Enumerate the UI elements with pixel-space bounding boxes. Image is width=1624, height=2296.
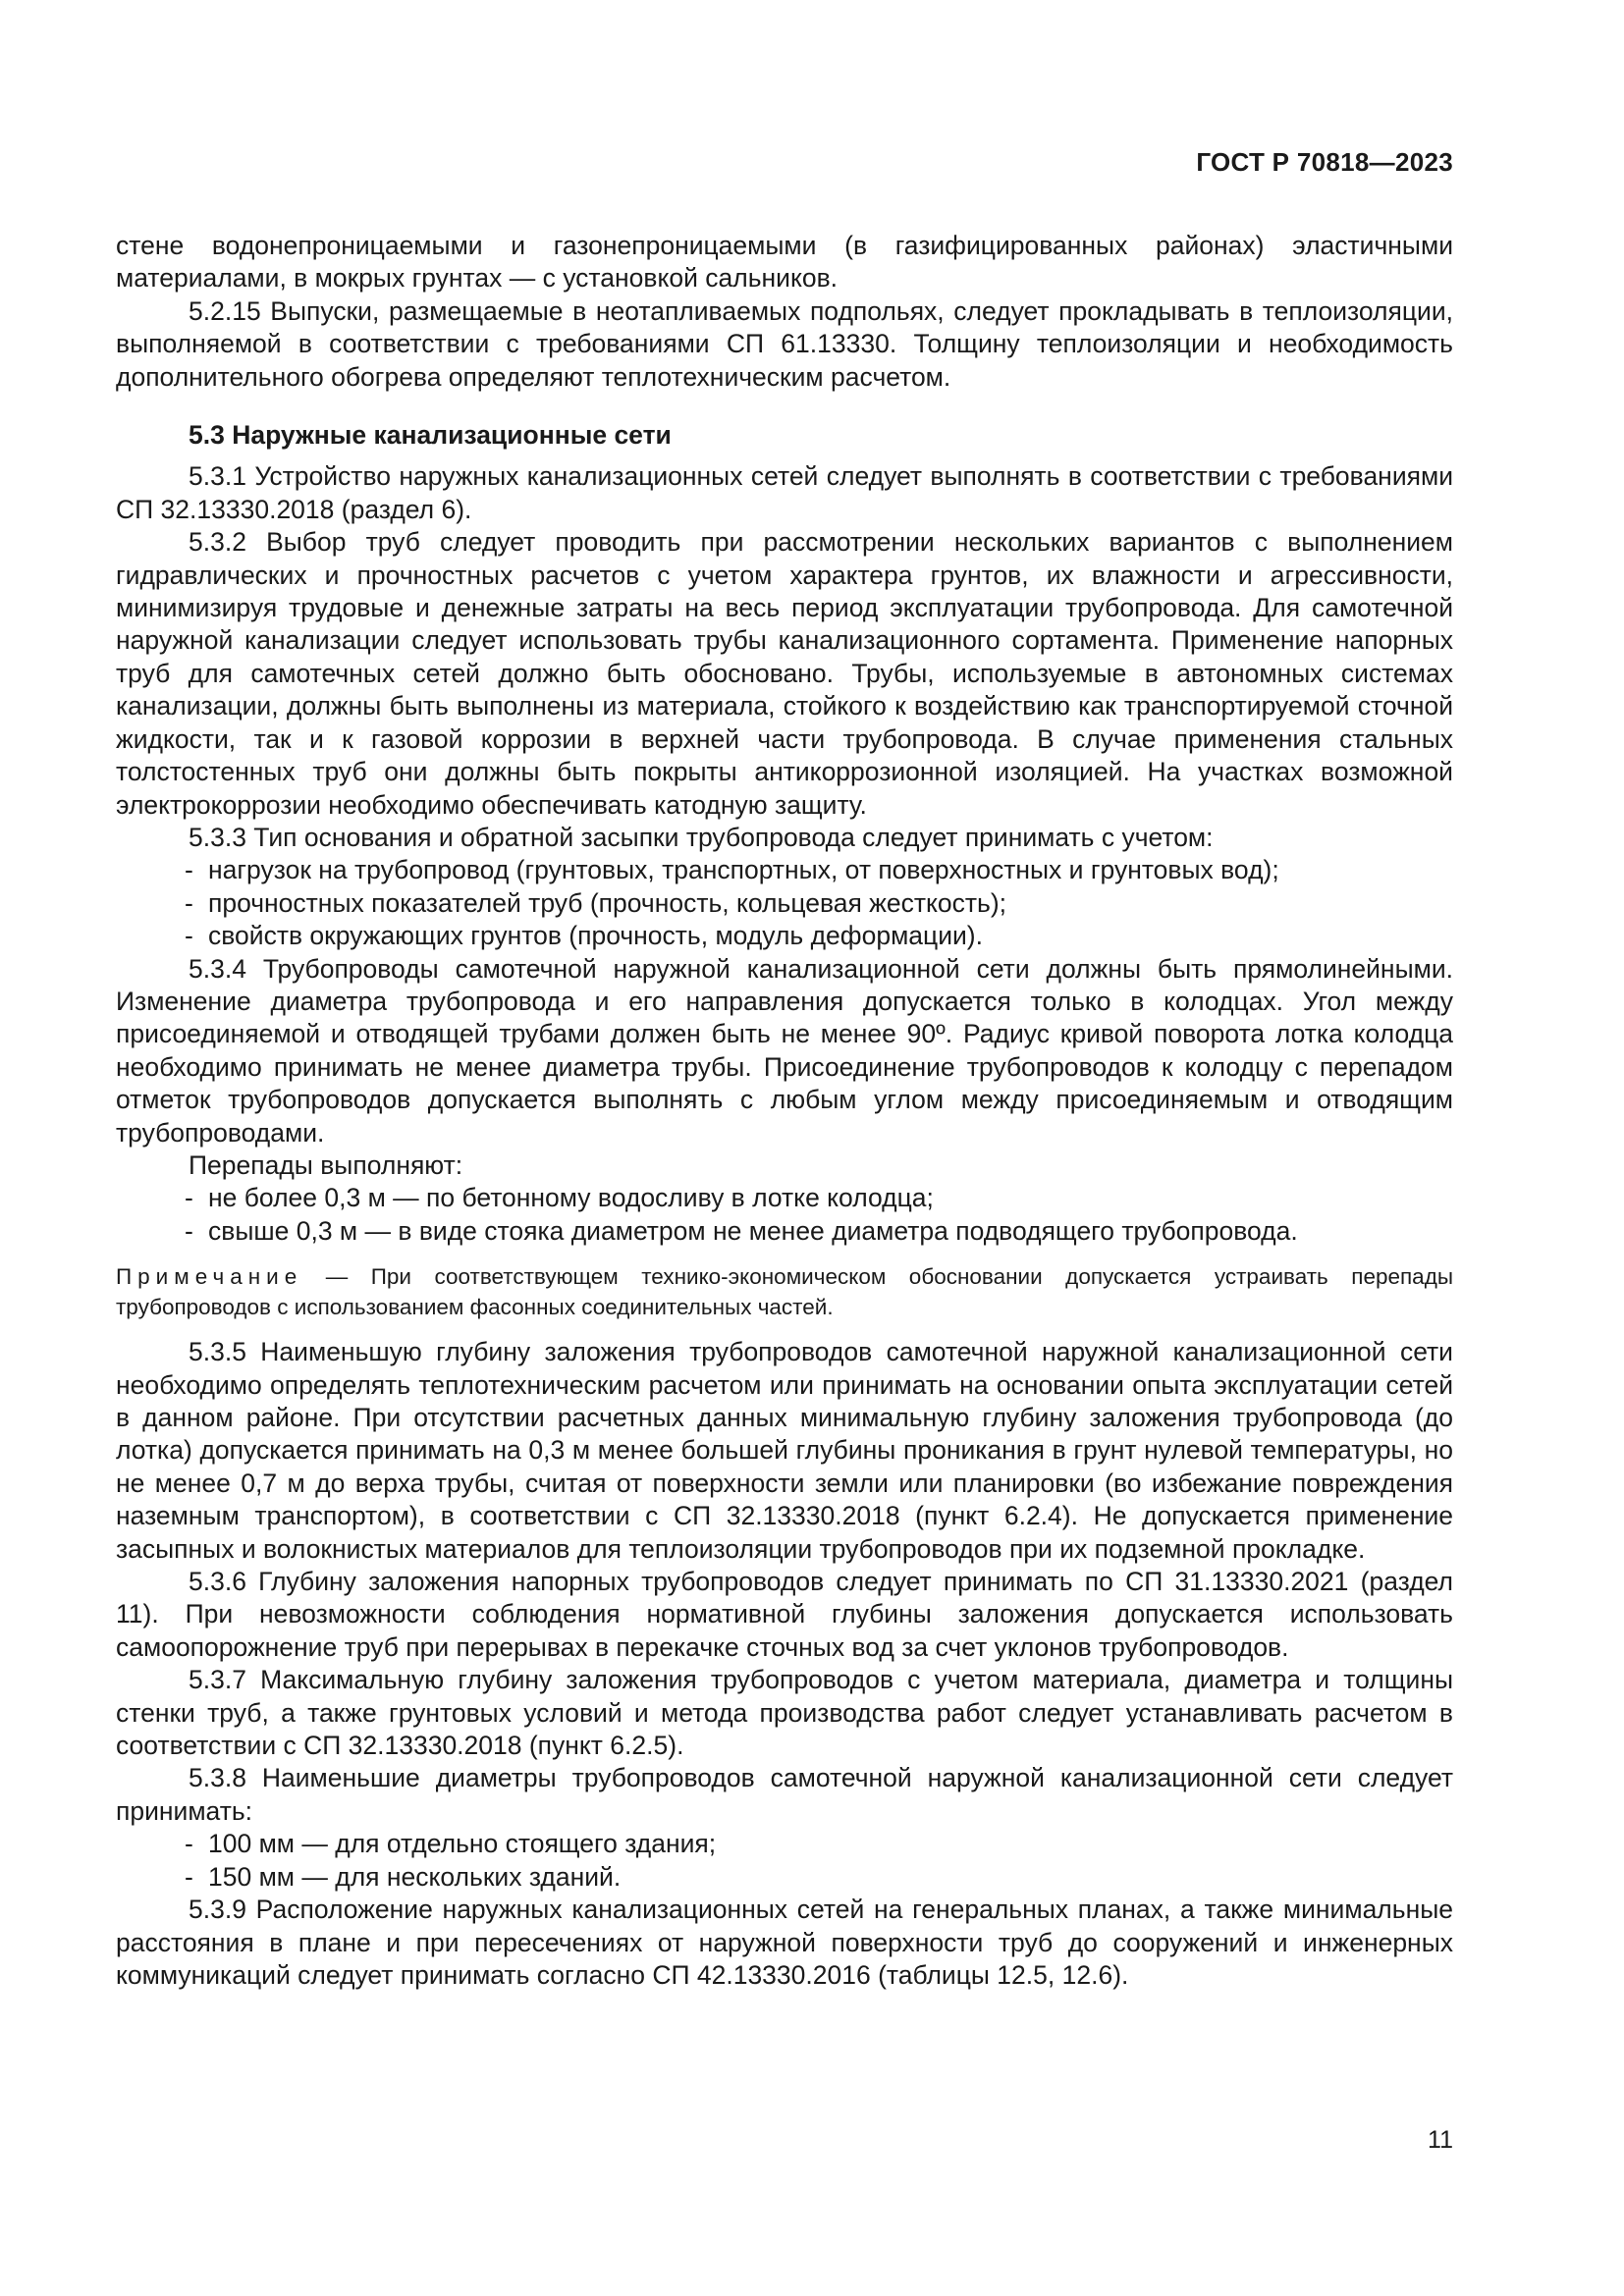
paragraph: 5.3.3 Тип основания и обратной засыпки трубопровода следует принимать с учетом: xyxy=(189,822,1214,852)
list-item xyxy=(116,887,1453,920)
paragraph: 5.3.2 Выбор труб следует проводить при рассмотрении нескольких вариантов с выполнением гидравлических и прочностных расчетов с учетом характера грунтов, их влажности и агрессивности, минимизируя трудовые и денежные затраты на весь период эксплуатации трубопровода. Для самотечной наружной канализации следует использовать трубы канализационного сортамента. Применение напорных труб для самотечных сетей должно быть обосновано. Трубы, используемые в автономных системах канализации, должны быть выполнены из материала, стойкого к воздействию как транспортируемой сточной жидкости, так и к газовой коррозии в верхней части трубопровода. В случае применения стальных толстостенных труб они должны быть покрыты антикоррозионной изоляцией. На участках возможной электрокоррозии необходимо обеспечивать катодную защиту. xyxy=(116,527,1453,820)
note xyxy=(116,1261,1453,1322)
page-number: 11 xyxy=(1428,2126,1453,2154)
section-heading: 5.3 Наружные канализационные сети xyxy=(189,420,672,451)
list-item xyxy=(116,1182,1453,1214)
paragraph: Перепады выполняют: xyxy=(189,1149,463,1180)
list-item-text: свойств окружающих грунтов (прочность, модуль деформации). xyxy=(208,921,983,951)
list-item-text: 100 мм — для отдельно стоящего здания; xyxy=(208,1829,717,1859)
list-item xyxy=(116,1861,1453,1894)
paragraph: 5.3.1 Устройство наружных канализационных сетей следует выполнять в соответствии с требованиями СП 32.13330.2018 (раздел 6). xyxy=(116,461,1453,524)
list-item xyxy=(116,1215,1453,1248)
paragraph: стене водонепроницаемыми и газонепроницаемыми (в газифицированных районах) эластичными материалами, в мокрых грунтах — с установкой сальников. xyxy=(116,231,1453,294)
list-marker: - xyxy=(185,887,193,918)
list-item-text: прочностных показателей труб (прочность, кольцевая жесткость); xyxy=(208,887,1007,918)
list-item-text: 150 мм — для нескольких зданий. xyxy=(208,1861,622,1892)
list-marker: - xyxy=(185,1215,193,1246)
document-code-header: ГОСТ Р 70818—2023 xyxy=(1196,147,1453,177)
list-item xyxy=(116,920,1453,952)
list-item-text: свыше 0,3 м — в виде стояка диаметром не менее диаметра подводящего трубопровода. xyxy=(208,1215,1298,1246)
paragraph: 5.3.7 Максимальную глубину заложения трубопроводов с учетом материала, диаметра и толщины стенки труб, а также грунтовых условий и метода производства работ следует устанавливать расчетом в соответствии с СП 32.13330.2018 (пункт 6.2.5). xyxy=(116,1665,1453,1761)
list-item xyxy=(116,1828,1453,1860)
paragraph: 5.3.6 Глубину заложения напорных трубопроводов следует принимать по СП 31.13330.2021 (раздел 11). При невозможности соблюдения нормативной глубины заложения допускается использовать самоопорожнение труб при перерывах в перекачке сточных вод за счет уклонов трубопроводов. xyxy=(116,1567,1453,1662)
document-body xyxy=(116,230,1453,1992)
paragraph: 5.2.15 Выпуски, размещаемые в неотапливаемых подпольях, следует прокладывать в теплоизоляции, выполняемой в соответствии с требованиями СП 61.13330. Толщину теплоизоляции и необходимость дополнительного обогрева определяют теплотехническим расчетом. xyxy=(116,295,1453,392)
list-marker: - xyxy=(185,855,193,885)
paragraph: 5.3.8 Наименьшие диаметры трубопроводов самотечной наружной канализационной сети следует принимать: xyxy=(116,1763,1453,1826)
list-marker: - xyxy=(185,921,193,951)
list-marker: - xyxy=(185,1829,193,1859)
paragraph: 5.3.9 Расположение наружных канализационных сетей на генеральных планах, а также минимальные расстояния в плане и при пересечениях от наружной поверхности труб до сооружений и инженерных коммуникаций следует принимать согласно СП 42.13330.2016 (таблицы 12.5, 12.6). xyxy=(116,1895,1453,1990)
list-item-text: нагрузок на трубопровод (грунтовых, транспортных, от поверхностных и грунтовых вод); xyxy=(208,855,1279,885)
note-label: Примечание xyxy=(116,1264,303,1290)
list-item-text: не более 0,3 м — по бетонному водосливу в лотке колодца; xyxy=(208,1183,934,1213)
list-marker: - xyxy=(185,1861,193,1892)
list-item xyxy=(116,854,1453,886)
paragraph: 5.3.5 Наименьшую глубину заложения трубопроводов самотечной наружной канализационной сети необходимо определять теплотехническим расчетом или принимать на основании опыта эксплуатации сетей в данном районе. При отсутствии расчетных данных минимальную глубину заложения трубопровода (до лотка) допускается принимать на 0,3 м менее большей глубины проникания в грунт нулевой температуры, но не менее 0,7 м до верха трубы, считая от поверхности земли или планировки (во избежание повреждения наземным транспортом), в соответствии с СП 32.13330.2018 (пункт 6.2.4). Не допускается применение засыпных и волокнистых материалов для теплоизоляции трубопроводов при их подземной прокладке. xyxy=(116,1337,1453,1564)
paragraph: 5.3.4 Трубопроводы самотечной наружной канализационной сети должны быть прямолинейными. Изменение диаметра трубопровода и его направления допускается только в колодцах. Угол между присоединяемой и отводящей трубами должен быть не менее 90º. Радиус кривой поворота лотка колодца необходимо принимать не менее диаметра трубы. Присоединение трубопроводов к колодцу с перепадом отметок трубопроводов допускается выполнять с любым углом между присоединяемым и отводящим трубопроводами. xyxy=(116,953,1453,1148)
list-marker: - xyxy=(185,1183,193,1213)
note-text: — При соответствующем технико-экономическом обосновании допускается устраивать перепады трубопроводов с использованием фасонных соединительных частей. xyxy=(116,1264,1453,1320)
